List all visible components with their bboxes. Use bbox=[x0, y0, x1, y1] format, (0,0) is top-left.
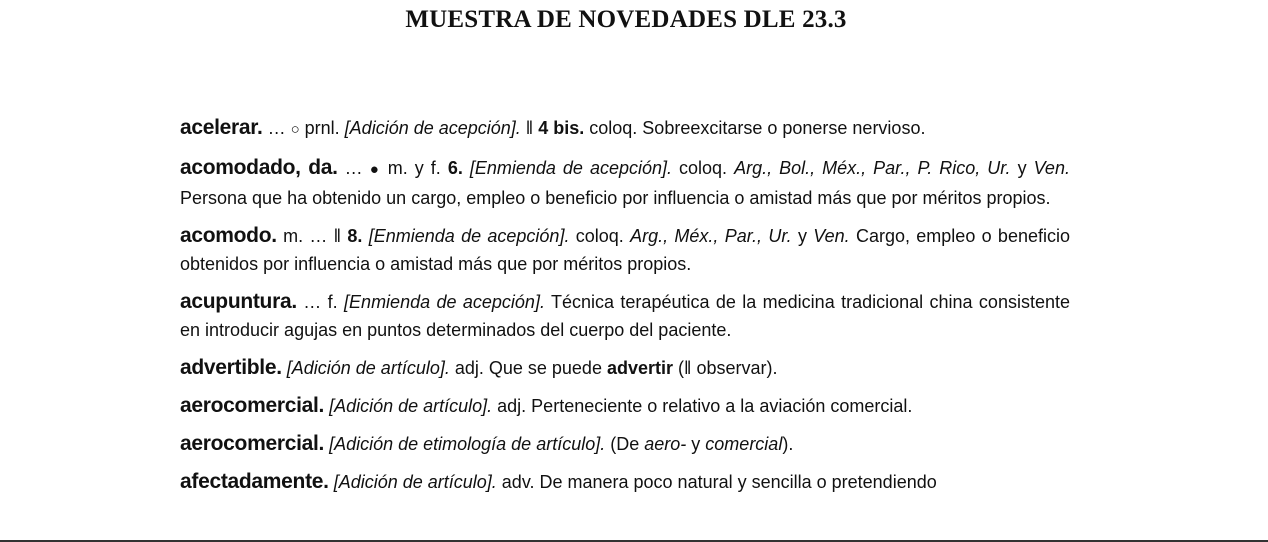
separator: ‖ bbox=[520, 118, 539, 138]
part-of-speech: … f. bbox=[296, 292, 345, 312]
definition: Técnica terapéutica de la medicina tradicional china consistente en introducir agujas en puntos determinados del cuerpo del paciente. bbox=[180, 292, 1070, 340]
entry-aerocomercial bbox=[180, 392, 1070, 420]
conjunction: y bbox=[686, 434, 706, 454]
dictionary-entries bbox=[180, 114, 1070, 506]
ellipsis: … bbox=[262, 118, 291, 138]
sense-number: 4 bis. bbox=[538, 118, 585, 138]
etymon-1: aero- bbox=[644, 434, 687, 454]
definition: Persona que ha obtenido un cargo, empleo o beneficio por influencia o amistad más que por méritos propios. bbox=[180, 188, 1051, 208]
entry-advertible bbox=[180, 354, 1070, 382]
edit-note: [Adición de acepción]. bbox=[344, 118, 521, 138]
etymology-close: ). bbox=[782, 434, 794, 454]
usage-label: coloq. bbox=[569, 226, 631, 246]
definition: adj. Perteneciente o relativo a la aviación comercial. bbox=[492, 396, 913, 416]
entry-acupuntura bbox=[180, 288, 1070, 344]
entry-acomodado bbox=[180, 154, 1070, 212]
entry-acelerar bbox=[180, 114, 1070, 144]
entry-lemma: acomodado, da. bbox=[180, 156, 338, 179]
part-of-speech: m. … ‖ bbox=[276, 226, 348, 246]
cross-reference: advertir bbox=[606, 358, 674, 378]
entry-aerocomercial-etymology bbox=[180, 430, 1070, 458]
sense-number: 6. bbox=[447, 158, 463, 178]
region-list: Arg., Bol., Méx., Par., P. Rico, Ur. bbox=[734, 158, 1011, 178]
conjunction: y bbox=[791, 226, 814, 246]
entry-lemma: advertible. bbox=[180, 356, 282, 379]
etymon-2: comercial bbox=[705, 434, 783, 454]
definition: Cargo, empleo o beneficio obtenidos por influencia o amistad más que por méritos propios. bbox=[180, 226, 1070, 274]
definition: adv. De manera poco natural y sencilla o pretendiendo bbox=[496, 472, 937, 492]
document-title: MUESTRA DE NOVEDADES DLE 23.3 bbox=[405, 6, 847, 33]
entry-lemma: afectadamente. bbox=[180, 470, 329, 493]
region-last: Ven. bbox=[1033, 158, 1070, 178]
entry-lemma: acupuntura. bbox=[180, 290, 297, 313]
region-last: Ven. bbox=[813, 226, 850, 246]
edit-note: [Adición de artículo]. bbox=[328, 472, 497, 492]
definition-tail: (‖ observar). bbox=[673, 358, 778, 378]
entry-afectadamente bbox=[180, 468, 1070, 496]
entry-lemma: acelerar. bbox=[180, 116, 263, 139]
entry-acomodo bbox=[180, 222, 1070, 278]
etymology-open: (De bbox=[605, 434, 645, 454]
entry-lemma: acomodo. bbox=[180, 224, 277, 247]
white-circle-icon: ○ bbox=[290, 121, 300, 138]
entry-lemma: aerocomercial. bbox=[180, 394, 325, 417]
ellipsis: … bbox=[337, 158, 370, 178]
edit-note: [Enmienda de acepción]. bbox=[462, 158, 673, 178]
black-circle-icon: ● bbox=[369, 161, 381, 178]
conjunction: y bbox=[1010, 158, 1034, 178]
part-of-speech: m. y f. bbox=[380, 158, 448, 178]
edit-note: [Adición de artículo]. bbox=[281, 358, 450, 378]
edit-note: [Adición de artículo]. bbox=[324, 396, 493, 416]
definition: coloq. Sobreexcitarse o ponerse nervioso. bbox=[584, 118, 926, 138]
definition: adj. Que se puede bbox=[449, 358, 607, 378]
entry-lemma: aerocomercial. bbox=[180, 432, 325, 455]
region-list: Arg., Méx., Par., Ur. bbox=[630, 226, 792, 246]
sense-number: 8. bbox=[347, 226, 363, 246]
edit-note: [Adición de etimología de artículo]. bbox=[324, 434, 606, 454]
edit-note: [Enmienda de acepción]. bbox=[362, 226, 570, 246]
usage-label: coloq. bbox=[672, 158, 735, 178]
edit-note: [Enmienda de acepción]. bbox=[344, 292, 545, 312]
part-of-speech: prnl. bbox=[299, 118, 345, 138]
